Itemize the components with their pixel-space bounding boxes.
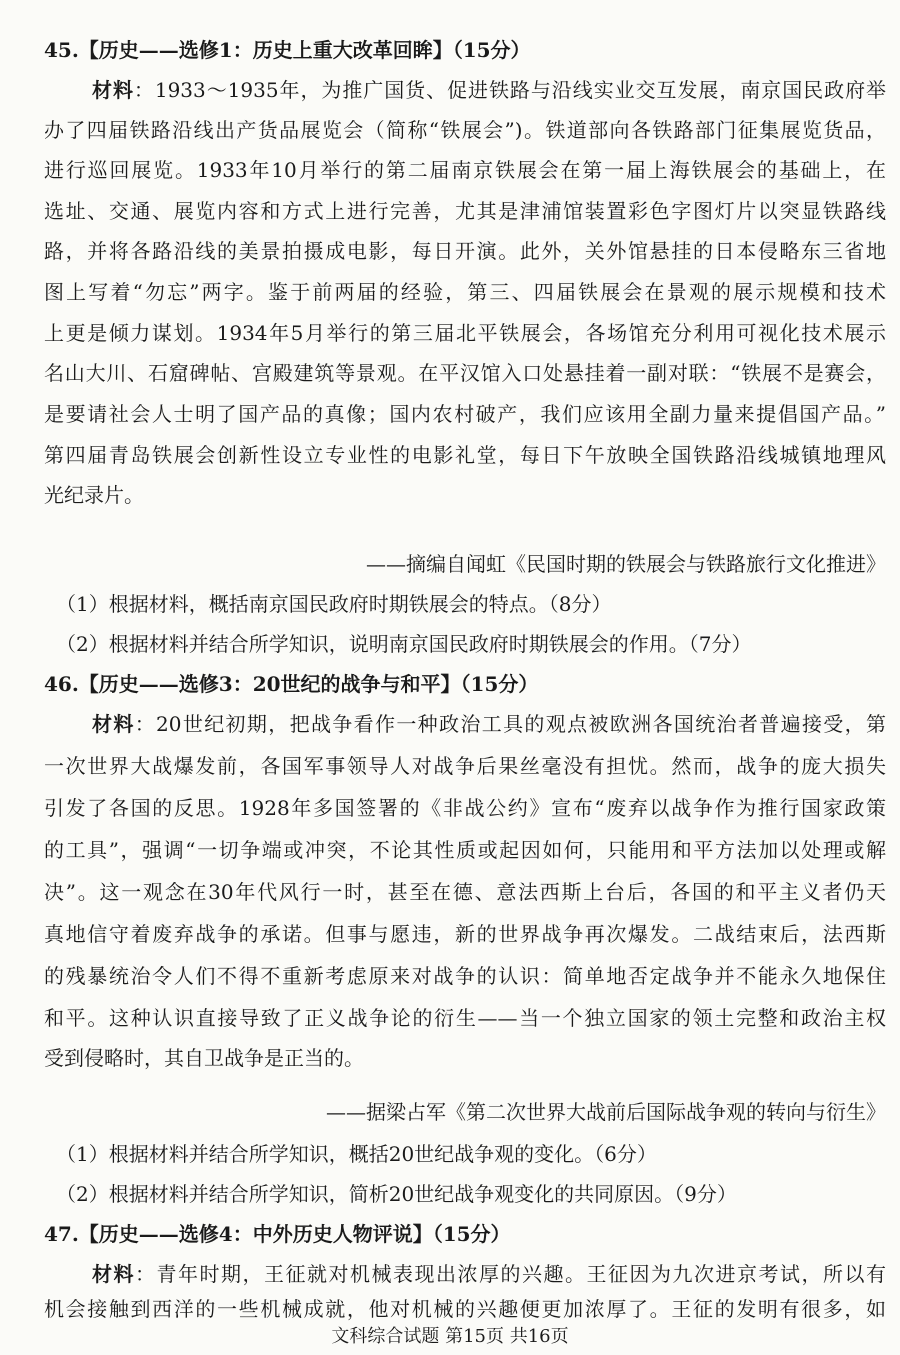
q46-material-line: 真地信守着废弃战争的承诺。但事与愿违，新的世界战争再次爆发。二战结束后，法西斯 [44, 922, 886, 946]
q45-material-line: 上更是倾力谋划。1934年5月举行的第三届北平铁展会，各场馆充分利用可视化技术展示 [44, 321, 886, 345]
q45-material-line: 名山大川、石窟碑帖、宫殿建筑等景观。在平汉馆入口处悬挂着一副对联：“铁展不是赛会， [44, 361, 886, 385]
q45-question-2: （2）根据材料并结合所学知识，说明南京国民政府时期铁展会的作用。（7分） [56, 632, 752, 656]
q45-source: ——摘编自闻虹《民国时期的铁展会与铁路旅行文化推进》 [366, 552, 886, 576]
q45-material-line: 选址、交通、展览内容和方式上进行完善，尤其是津浦馆装置彩色字图灯片以突显铁路线 [44, 199, 886, 223]
q46-source: ——据梁占军《第二次世界大战前后国际战争观的转向与衍生》 [326, 1100, 886, 1124]
q45-heading: 45.【历史——选修1：历史上重大改革回眸】（15分） [44, 38, 531, 62]
q45-material-line: 第四届青岛铁展会创新性设立专业性的电影礼堂，每日下午放映全国铁路沿线城镇地理风 [44, 443, 886, 467]
q46-material-line: 和平。这种认识直接导致了正义战争论的衍生——当一个独立国家的领土完整和政治主权 [44, 1006, 886, 1030]
material-label: 材料 [92, 78, 134, 102]
q45-material-line: 材料：1933～1935年，为推广国货、促进铁路与沿线实业交互发展，南京国民政府举 [92, 78, 887, 102]
q47-heading: 47.【历史——选修4：中外历史人物评说】（15分） [44, 1222, 511, 1246]
q46-heading: 46.【历史——选修3：20世纪的战争与和平】（15分） [44, 672, 539, 696]
q46-question-2: （2）根据材料并结合所学知识，简析20世纪战争观变化的共同原因。（9分） [56, 1182, 737, 1206]
q47-material-line: 材料：青年时期，王征就对机械表现出浓厚的兴趣。王征因为九次进京考试，所以有 [92, 1262, 886, 1286]
q45-question-1: （1）根据材料，概括南京国民政府时期铁展会的特点。（8分） [56, 592, 612, 616]
q45-material-line: 进行巡回展览。1933年10月举行的第二届南京铁展会在第一届上海铁展会的基础上，在 [44, 158, 886, 182]
q45-material-line: 光纪录片。 [44, 483, 144, 507]
q47-material-line: 机会接触到西洋的一些机械成就，他对机械的兴趣便更加浓厚了。王征的发明有很多，如 [44, 1297, 886, 1321]
material-label: 材料 [92, 1262, 135, 1286]
q46-material-line: 受到侵略时，其自卫战争是正当的。 [44, 1046, 364, 1070]
q45-material-line: 图上写着“勿忘”两字。鉴于前两届的经验，第三、四届铁展会在景观的展示规模和技术 [44, 280, 886, 304]
q46-material-line: 一次世界大战爆发前，各国军事领导人对战争后果丝毫没有担忧。然而，战争的庞大损失 [44, 754, 886, 778]
q45-material-line: 路，并将各路沿线的美景拍摄成电影，每日开演。此外，关外馆悬挂的日本侵略东三省地 [44, 239, 886, 263]
q46-question-1: （1）根据材料并结合所学知识，概括20世纪战争观的变化。（6分） [56, 1142, 657, 1166]
material-label: 材料 [92, 712, 135, 736]
q46-material-line: 决”。这一观念在30年代风行一时，甚至在德、意法西斯上台后，各国的和平主义者仍天 [44, 880, 886, 904]
q45-material-line: 是要请社会人士明了国产品的真像；国内农村破产，我们应该用全副力量来提倡国产品。” [44, 402, 886, 426]
q45-material-line: 办了四届铁路沿线出产货品展览会（简称“铁展会”)。铁道部向各铁路部门征集展览货品， [44, 118, 886, 142]
q46-material-line: 材料：20世纪初期，把战争看作一种政治工具的观点被欧洲各国统治者普遍接受，第 [92, 712, 887, 736]
q46-material-line: 引发了各国的反思。1928年多国签署的《非战公约》宣布“废弃以战争作为推行国家政策 [44, 796, 886, 820]
q46-material-line: 的工具”，强调“一切争端或冲突，不论其性质或起因如何，只能用和平方法加以处理或解 [44, 838, 886, 862]
page-footer: 文科综合试题 第15页 共16页 [331, 1326, 569, 1347]
q46-material-line: 的残暴统治令人们不得不重新考虑原来对战争的认识：简单地否定战争并不能永久地保住 [44, 964, 886, 988]
